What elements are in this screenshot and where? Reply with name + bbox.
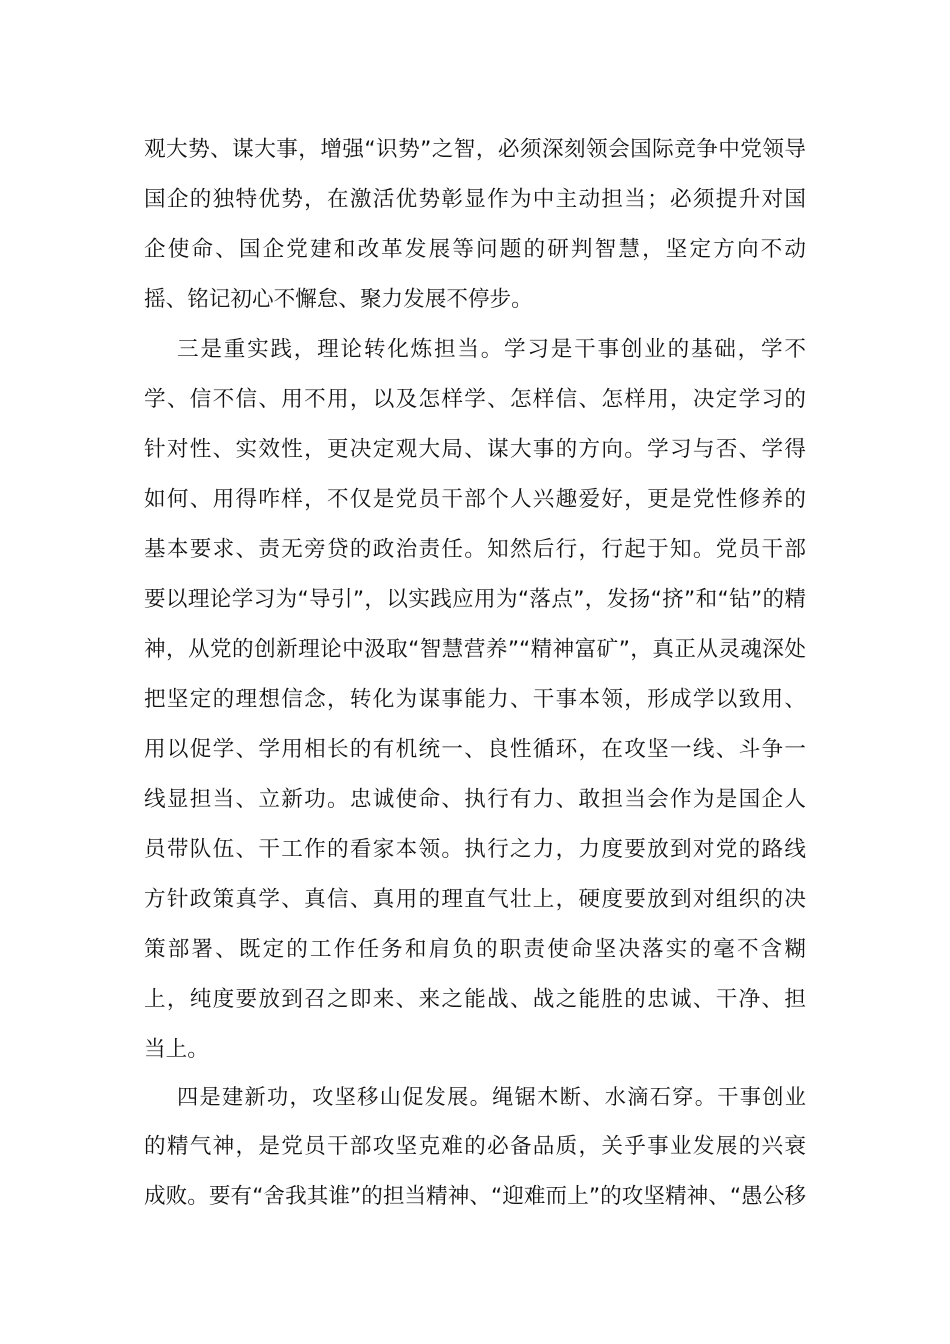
paragraph-2 (144, 325, 806, 1075)
text-line: 三是重实践，理论转化炼担当。学习是干事创业的基础，学不 (177, 337, 806, 362)
text-line: 企使命、国企党建和改革发展等问题的研判智慧，坚定方向不动 (144, 237, 806, 262)
text-line: 摇、铭记初心不懈怠、聚力发展不停步。 (144, 287, 533, 312)
text-line: 要以理论学习为“导引”，以实践应用为“落点”，发扬“挤”和“钻”的精 (144, 587, 806, 612)
text-line: 观大势、谋大事，增强“识势”之智，必须深刻领会国际竞争中党领导 (144, 137, 806, 162)
text-line: 的精气神，是党员干部攻坚克难的必备品质，关乎事业发展的兴衰 (144, 1134, 806, 1159)
text-line: 策部署、既定的工作任务和肩负的职责使命坚决落实的毫不含糊 (144, 937, 806, 962)
text-line: 成败。要有“舍我其谁”的担当精神、“迎难而上”的攻坚精神、“愚公移 (144, 1184, 806, 1209)
text-line: 国企的独特优势，在激活优势彰显作为中主动担当；必须提升对国 (144, 187, 806, 212)
text-line: 方针政策真学、真信、真用的理直气壮上，硬度要放到对组织的决 (144, 887, 806, 912)
text-line: 用以促学、学用相长的有机统一、良性循环，在攻坚一线、斗争一 (144, 737, 806, 762)
text-line: 基本要求、责无旁贷的政治责任。知然后行，行起于知。党员干部 (144, 537, 806, 562)
paragraph-3 (144, 1072, 806, 1222)
text-line: 神，从党的创新理论中汲取“智慧营养”“精神富矿”，真正从灵魂深处 (144, 637, 806, 662)
text-line: 学、信不信、用不用，以及怎样学、怎样信、怎样用，决定学习的 (144, 387, 806, 412)
text-line: 线显担当、立新功。忠诚使命、执行有力、敢担当会作为是国企人 (144, 787, 806, 812)
text-line: 针对性、实效性，更决定观大局、谋大事的方向。学习与否、学得 (144, 437, 806, 462)
text-line: 把坚定的理想信念，转化为谋事能力、干事本领，形成学以致用、 (144, 687, 806, 712)
text-line: 四是建新功，攻坚移山促发展。绳锯木断、水滴石穿。干事创业 (177, 1084, 806, 1109)
paragraph-1 (144, 125, 806, 325)
text-line: 上，纯度要放到召之即来、来之能战、战之能胜的忠诚、干净、担 (144, 987, 806, 1012)
text-line: 如何、用得咋样，不仅是党员干部个人兴趣爱好，更是党性修养的 (144, 487, 806, 512)
text-line: 当上。 (144, 1037, 209, 1062)
text-line: 员带队伍、干工作的看家本领。执行之力，力度要放到对党的路线 (144, 837, 806, 862)
